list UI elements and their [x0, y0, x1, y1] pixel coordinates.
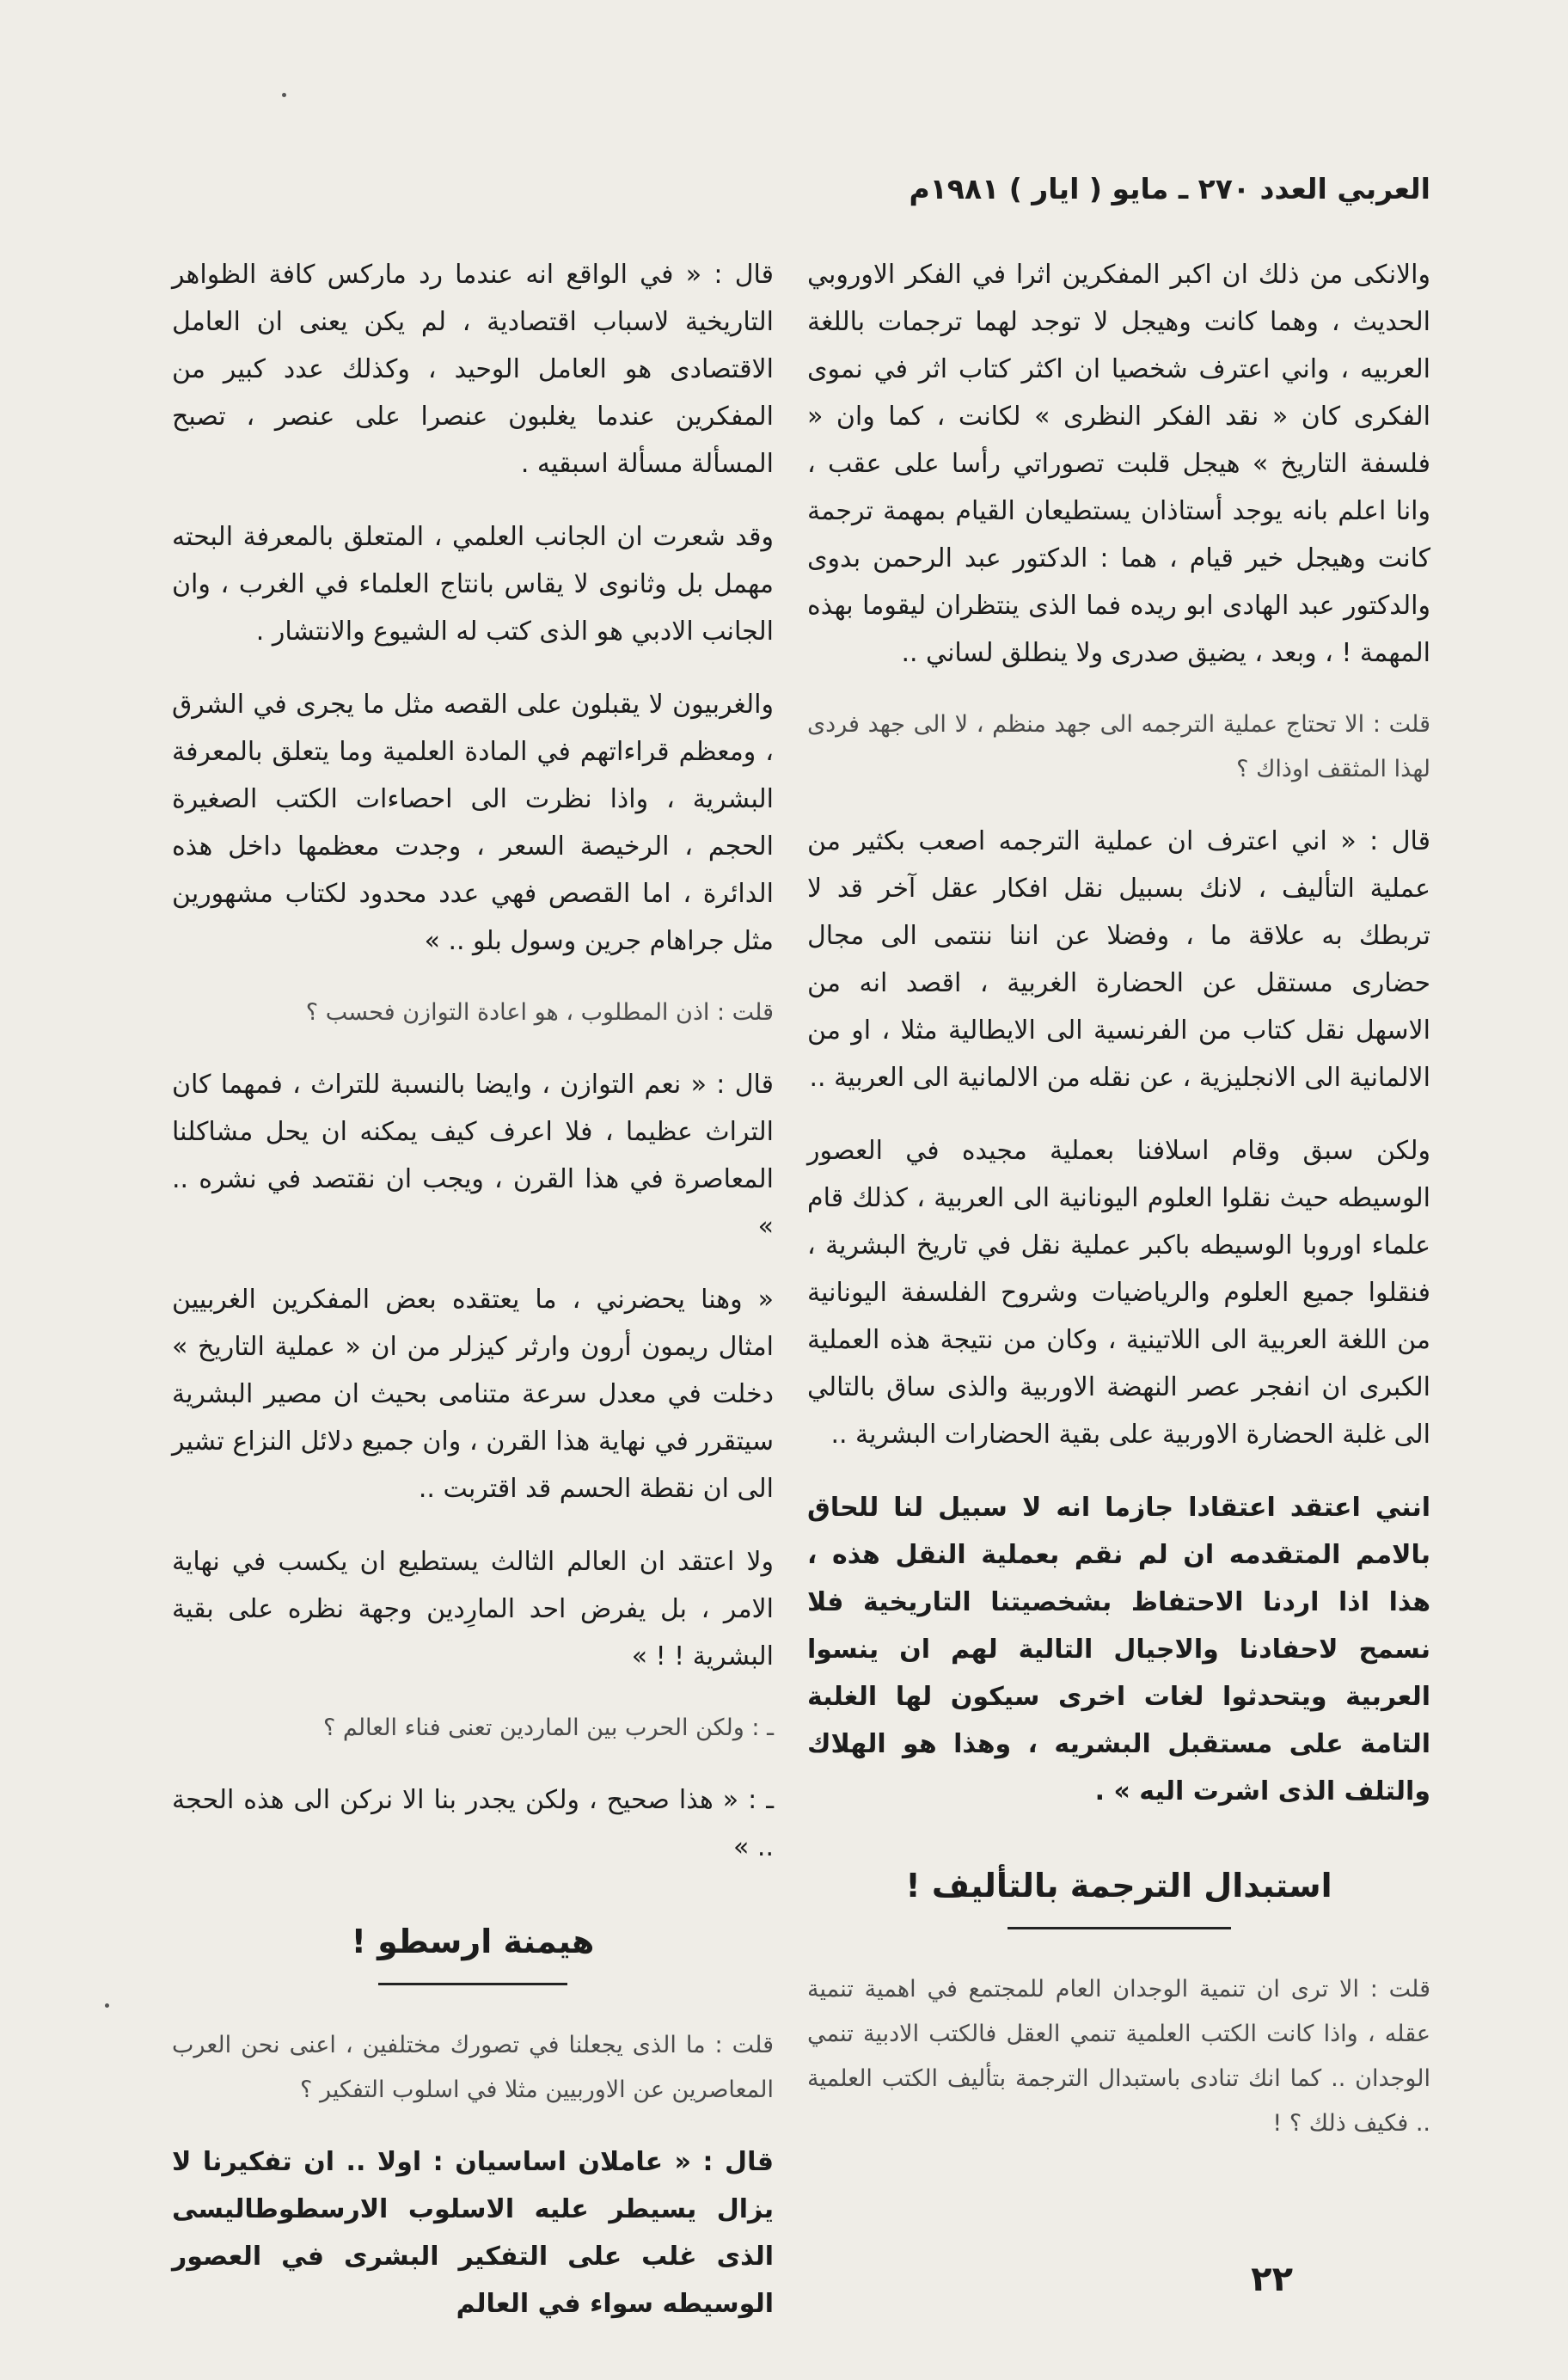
paragraph: وقد شعرت ان الجانب العلمي ، المتعلق بالمعرفة البحته مهمل بل وثانوى لا يقاس بانتاج العلماء في الغرب ، وان الجانب الادبي هو الذى كتب له الشيوع والانتشار .	[172, 522, 774, 647]
paragraph: والانكى من ذلك ان اكبر المفكرين اثرا في الفكر الاوروبي الحديث ، وهما كانت وهيجل لا توجد لهما ترجمات باللغة العربيه ، واني اعترف شخصيا ان اكثر كتاب اثر في نموى الفكرى كان « نقد الفكر النظرى » لكانت ، كما وان « فلسفة التاريخ » هيجل قلبت تصوراتي رأسا على عقب ، وانا اعلم بانه يوجد أستاذان يستطيعان القيام بمهمة ترجمة كانت وهيجل خير قيام ، هما : الدكتور عبد الرحمن بدوى والدكتور عبد الهادى ابو ريده فما الذى ينتظران ليقوما بهذه المهمة ! ، وبعد ، يضيق صدرى ولا ينطلق لساني ..	[807, 260, 1430, 668]
paragraph: ولكن سبق وقام اسلافنا بعملية مجيده في العصور الوسيطه حيث نقلوا العلوم اليونانية الى العربية ، كذلك قام علماء اوروبا الوسيطه باكبر عملية نقل في تاريخ البشرية ، فنقلوا جميع العلوم والرياضيات وشروح الفلسفة اليونانية من اللغة العربية الى اللاتينية ، وكان من نتيجة هذه العملية الكبرى ان انفجر عصر النهضة الاوربية والذى ساق بالتالي الى غلبة الحضارة الاوربية على بقية الحضارات البشرية ..	[807, 1136, 1430, 1450]
left-column	[172, 251, 774, 2353]
print-speck	[282, 93, 286, 97]
paragraph: قال : « اني اعترف ان عملية الترجمه اصعب بكثير من عملية التأليف ، لانك بسبيل نقل افكار عقل آخر قد لا تربطك به علاقة ما ، وفضلا عن اننا ننتمى الى مجال حضارى مستقل عن الحضارة الغربية ، اقصد انه من الاسهل نقل كتاب من الفرنسية الى الايطالية مثلا ، او من الالمانية الى الانجليزية ، عن نقله من الالمانية الى العربية ..	[807, 826, 1430, 1093]
right-column	[807, 251, 1430, 2172]
page-header: العربي العدد ٢٧٠ ـ مايو ( ايار ) ١٩٨١م	[909, 172, 1430, 205]
paragraph: ـ : « هذا صحيح ، ولكن يجدر بنا الا نركن الى هذه الحجة .. »	[172, 1785, 774, 1862]
heading-rule	[1008, 1927, 1231, 1929]
interviewer-question: قلت : اذن المطلوب ، هو اعادة التوازن فحسب ؟	[305, 999, 774, 1026]
print-speck	[105, 2003, 109, 2008]
paragraph: قال : « نعم التوازن ، وايضا بالنسبة للتراث ، فمهما كان التراث عظيما ، فلا اعرف كيف يمكنه ان يحل مشاكلنا المعاصرة في هذا القرن ، ويجب ان نقتصد في نشره .. »	[172, 1070, 774, 1242]
interviewer-question: قلت : الا ترى ان تنمية الوجدان العام للمجتمع في اهمية تنمية عقله ، واذا كانت الكتب العلمية تنمي العقل فالكتب الادبية تنمي الوجدان .. كما انك تنادى باستبدال الترجمة بتأليف الكتب العلمية .. فكيف ذلك ؟ !	[807, 1976, 1430, 2137]
section-heading: استبدال الترجمة بالتأليف !	[905, 1867, 1332, 1905]
interviewer-question: ـ : ولكن الحرب بين الماردين تعنى فناء العالم ؟	[322, 1714, 774, 1741]
paragraph: قال : « في الواقع انه عندما رد ماركس كافة الظواهر التاريخية لاسباب اقتصادية ، لم يكن يعنى ان العامل الاقتصادى هو العامل الوحيد ، وكذلك عدد كبير من المفكرين عندما يغلبون عنصرا على عنصر ، تصبح المسألة مسألة اسبقيه .	[172, 260, 774, 479]
paragraph-emphasis: انني اعتقد اعتقادا جازما انه لا سبيل لنا للحاق بالامم المتقدمه ان لم نقم بعملية النقل هذه ، هذا اذا اردنا الاحتفاظ بشخصيتنا التاريخية فلا نسمح لاحفادنا والاجيال التالية لهم ان ينسوا العربية ويتحدثوا لغات اخرى سيكون لها الغلبة التامة على مستقبل البشريه ، وهذا هو الهلاك والتلف الذى اشرت اليه » .	[807, 1493, 1430, 1806]
paragraph: والغربيون لا يقبلون على القصه مثل ما يجرى في الشرق ، ومعظم قراءاتهم في المادة العلمية وما يتعلق بالمعرفة البشرية ، واذا نظرت الى احصاءات الكتب الصغيرة الحجم ، الرخيصة السعر ، وجدت معظمها داخل هذه الدائرة ، اما القصص فهي عدد محدود لكتاب مشهورين مثل جراهام جرين وسول بلو .. »	[172, 690, 774, 956]
interviewer-question: قلت : الا تحتاج عملية الترجمه الى جهد منظم ، لا الى جهد فردى لهذا المثقف اوذاك ؟	[807, 711, 1430, 782]
page-number: ٢٢	[1251, 2260, 1293, 2299]
paragraph-emphasis: قال : « عاملان اساسيان : اولا .. ان تفكيرنا لا يزال يسيطر عليه الاسلوب الارسطوطاليسى الذى غلب على التفكير البشرى في العصور الوسيطه سواء في العالم	[172, 2147, 774, 2319]
section-heading: هيمنة ارسطو !	[351, 1923, 595, 1960]
paragraph: « وهنا يحضرني ، ما يعتقده بعض المفكرين الغربيين امثال ريمون أرون وارثر كيزلر من ان « عملية التاريخ » دخلت في معدل سرعة متنامى بحيث ان مصير البشرية سيتقرر في نهاية هذا القرن ، وان جميع دلائل النزاع تشير الى ان نقطة الحسم قد اقتربت ..	[172, 1285, 774, 1504]
interviewer-question: قلت : ما الذى يجعلنا في تصورك مختلفين ، اعنى نحن العرب المعاصرين عن الاوربيين مثلا في اسلوب التفكير ؟	[172, 2032, 774, 2103]
paragraph: ولا اعتقد ان العالم الثالث يستطيع ان يكسب في نهاية الامر ، بل يفرض احد المارِدين وجهة نظره على بقية البشرية ! ! »	[172, 1547, 774, 1672]
heading-rule	[378, 1983, 567, 1985]
